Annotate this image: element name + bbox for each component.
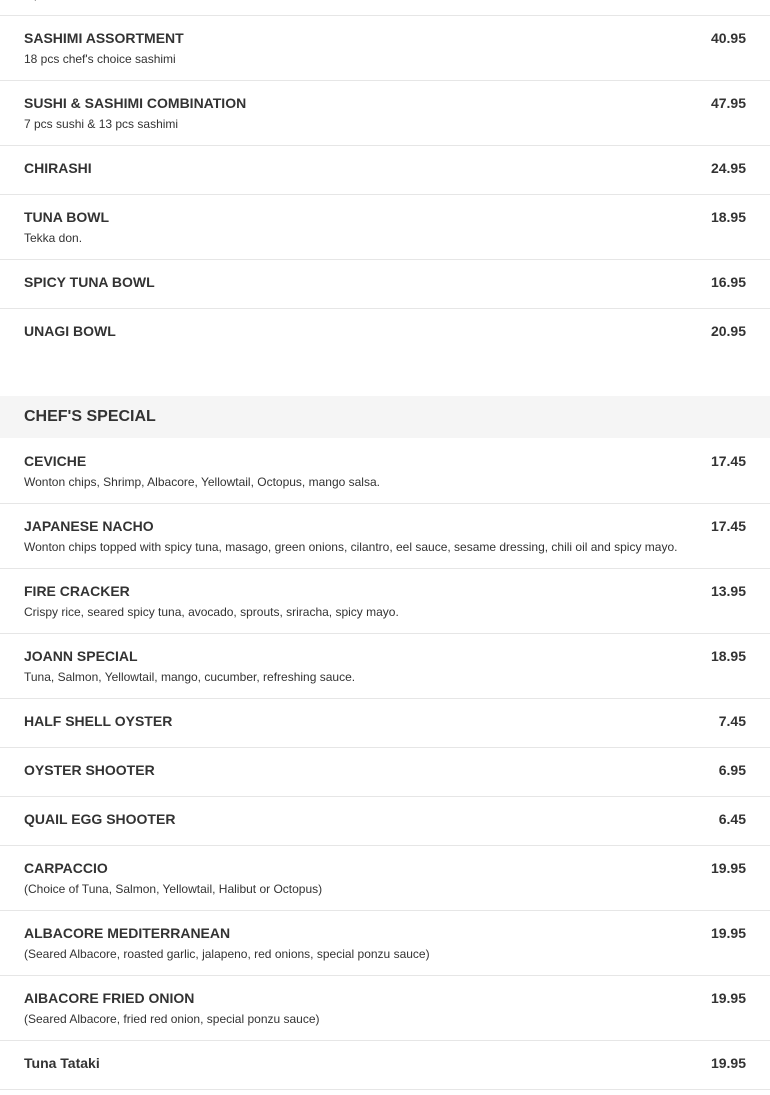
divider [0, 194, 770, 195]
menu-item-name[interactable]: UNAGI BOWL [24, 323, 116, 339]
divider [0, 308, 770, 309]
divider [0, 145, 770, 146]
divider [0, 80, 770, 81]
divider [0, 259, 770, 260]
menu-item-description: (Seared Albacore, fried red onion, special ponzu sauce) [24, 1012, 320, 1026]
divider [0, 1089, 770, 1090]
menu-item-name[interactable]: JAPANESE NACHO [24, 518, 154, 534]
menu-item-description: Tuna, Salmon, Yellowtail, mango, cucumber, refreshing sauce. [24, 670, 356, 684]
divider [0, 503, 770, 504]
menu-item-name[interactable]: AIBACORE FRIED ONION [24, 990, 195, 1006]
menu-item-price: 24.95 [710, 160, 746, 176]
menu-item-description: Wonton chips topped with spicy tuna, masago, green onions, cilantro, eel sauce, sesame dressing, chili oil and spicy mayo. [24, 540, 678, 554]
menu-item-price: 19.95 [710, 925, 746, 941]
divider [0, 15, 770, 16]
menu-item-name[interactable]: HALF SHELL OYSTER [24, 713, 173, 729]
menu-item-price: 40.95 [710, 30, 746, 46]
item-description [24, 0, 171, 1]
menu-item-name[interactable]: SUSHI & SASHIMI COMBINATION [24, 95, 247, 111]
menu-item-price: 6.45 [718, 811, 746, 827]
menu-item-name[interactable]: ALBACORE MEDITERRANEAN [24, 925, 231, 941]
divider [0, 796, 770, 797]
menu-item-price: 47.95 [710, 95, 746, 111]
menu-item-name[interactable]: QUAIL EGG SHOOTER [24, 811, 176, 827]
menu-item-name[interactable]: Tuna Tataki [24, 1055, 100, 1071]
menu-item-price: 18.95 [710, 648, 746, 664]
menu-item-name[interactable]: CEVICHE [24, 453, 87, 469]
menu-item-price: 17.45 [710, 453, 746, 469]
menu-item-description: Crispy rice, seared spicy tuna, avocado, sprouts, sriracha, spicy mayo. [24, 605, 399, 619]
menu-item-description: 7 pcs sushi & 13 pcs sashimi [24, 117, 179, 131]
menu-item-name[interactable]: CARPACCIO [24, 860, 108, 876]
menu-item-price: 19.95 [710, 1055, 746, 1071]
divider [0, 910, 770, 911]
menu-item-description: (Choice of Tuna, Salmon, Yellowtail, Halibut or Octopus) [24, 882, 323, 896]
menu-item-price: 18.95 [710, 209, 746, 225]
menu-item-name[interactable]: TUNA BOWL [24, 209, 110, 225]
divider [0, 698, 770, 699]
menu-item-description: Wonton chips, Shrimp, Albacore, Yellowtail, Octopus, mango salsa. [24, 475, 380, 489]
menu-item-price: 7.45 [718, 713, 746, 729]
menu-item-price: 19.95 [710, 860, 746, 876]
menu-item-description: Tekka don. [24, 231, 83, 245]
menu-item-price: 6.95 [718, 762, 746, 778]
divider [0, 975, 770, 976]
menu-item-price: 13.95 [710, 583, 746, 599]
menu-item-price: 19.95 [710, 990, 746, 1006]
menu-item-name[interactable]: SASHIMI ASSORTMENT [24, 30, 184, 46]
divider [0, 747, 770, 748]
divider [0, 1040, 770, 1041]
menu-item-name[interactable]: OYSTER SHOOTER [24, 762, 155, 778]
menu-item-name[interactable]: SPICY TUNA BOWL [24, 274, 155, 290]
menu-item-price: 16.95 [710, 274, 746, 290]
menu-item-name[interactable]: CHIRASHI [24, 160, 92, 176]
menu-item-name[interactable]: FIRE CRACKER [24, 583, 130, 599]
divider [0, 845, 770, 846]
divider [0, 633, 770, 634]
menu-item-name[interactable]: JOANN SPECIAL [24, 648, 138, 664]
menu-item-description: 18 pcs chef's choice sashimi [24, 52, 176, 66]
menu-item-price: 17.45 [710, 518, 746, 534]
divider [0, 568, 770, 569]
menu-item-description: (Seared Albacore, roasted garlic, jalapeno, red onions, special ponzu sauce) [24, 947, 430, 961]
section-header [0, 396, 770, 438]
section-title: CHEF'S SPECIAL [24, 408, 156, 425]
menu-item-price: 20.95 [710, 323, 746, 339]
